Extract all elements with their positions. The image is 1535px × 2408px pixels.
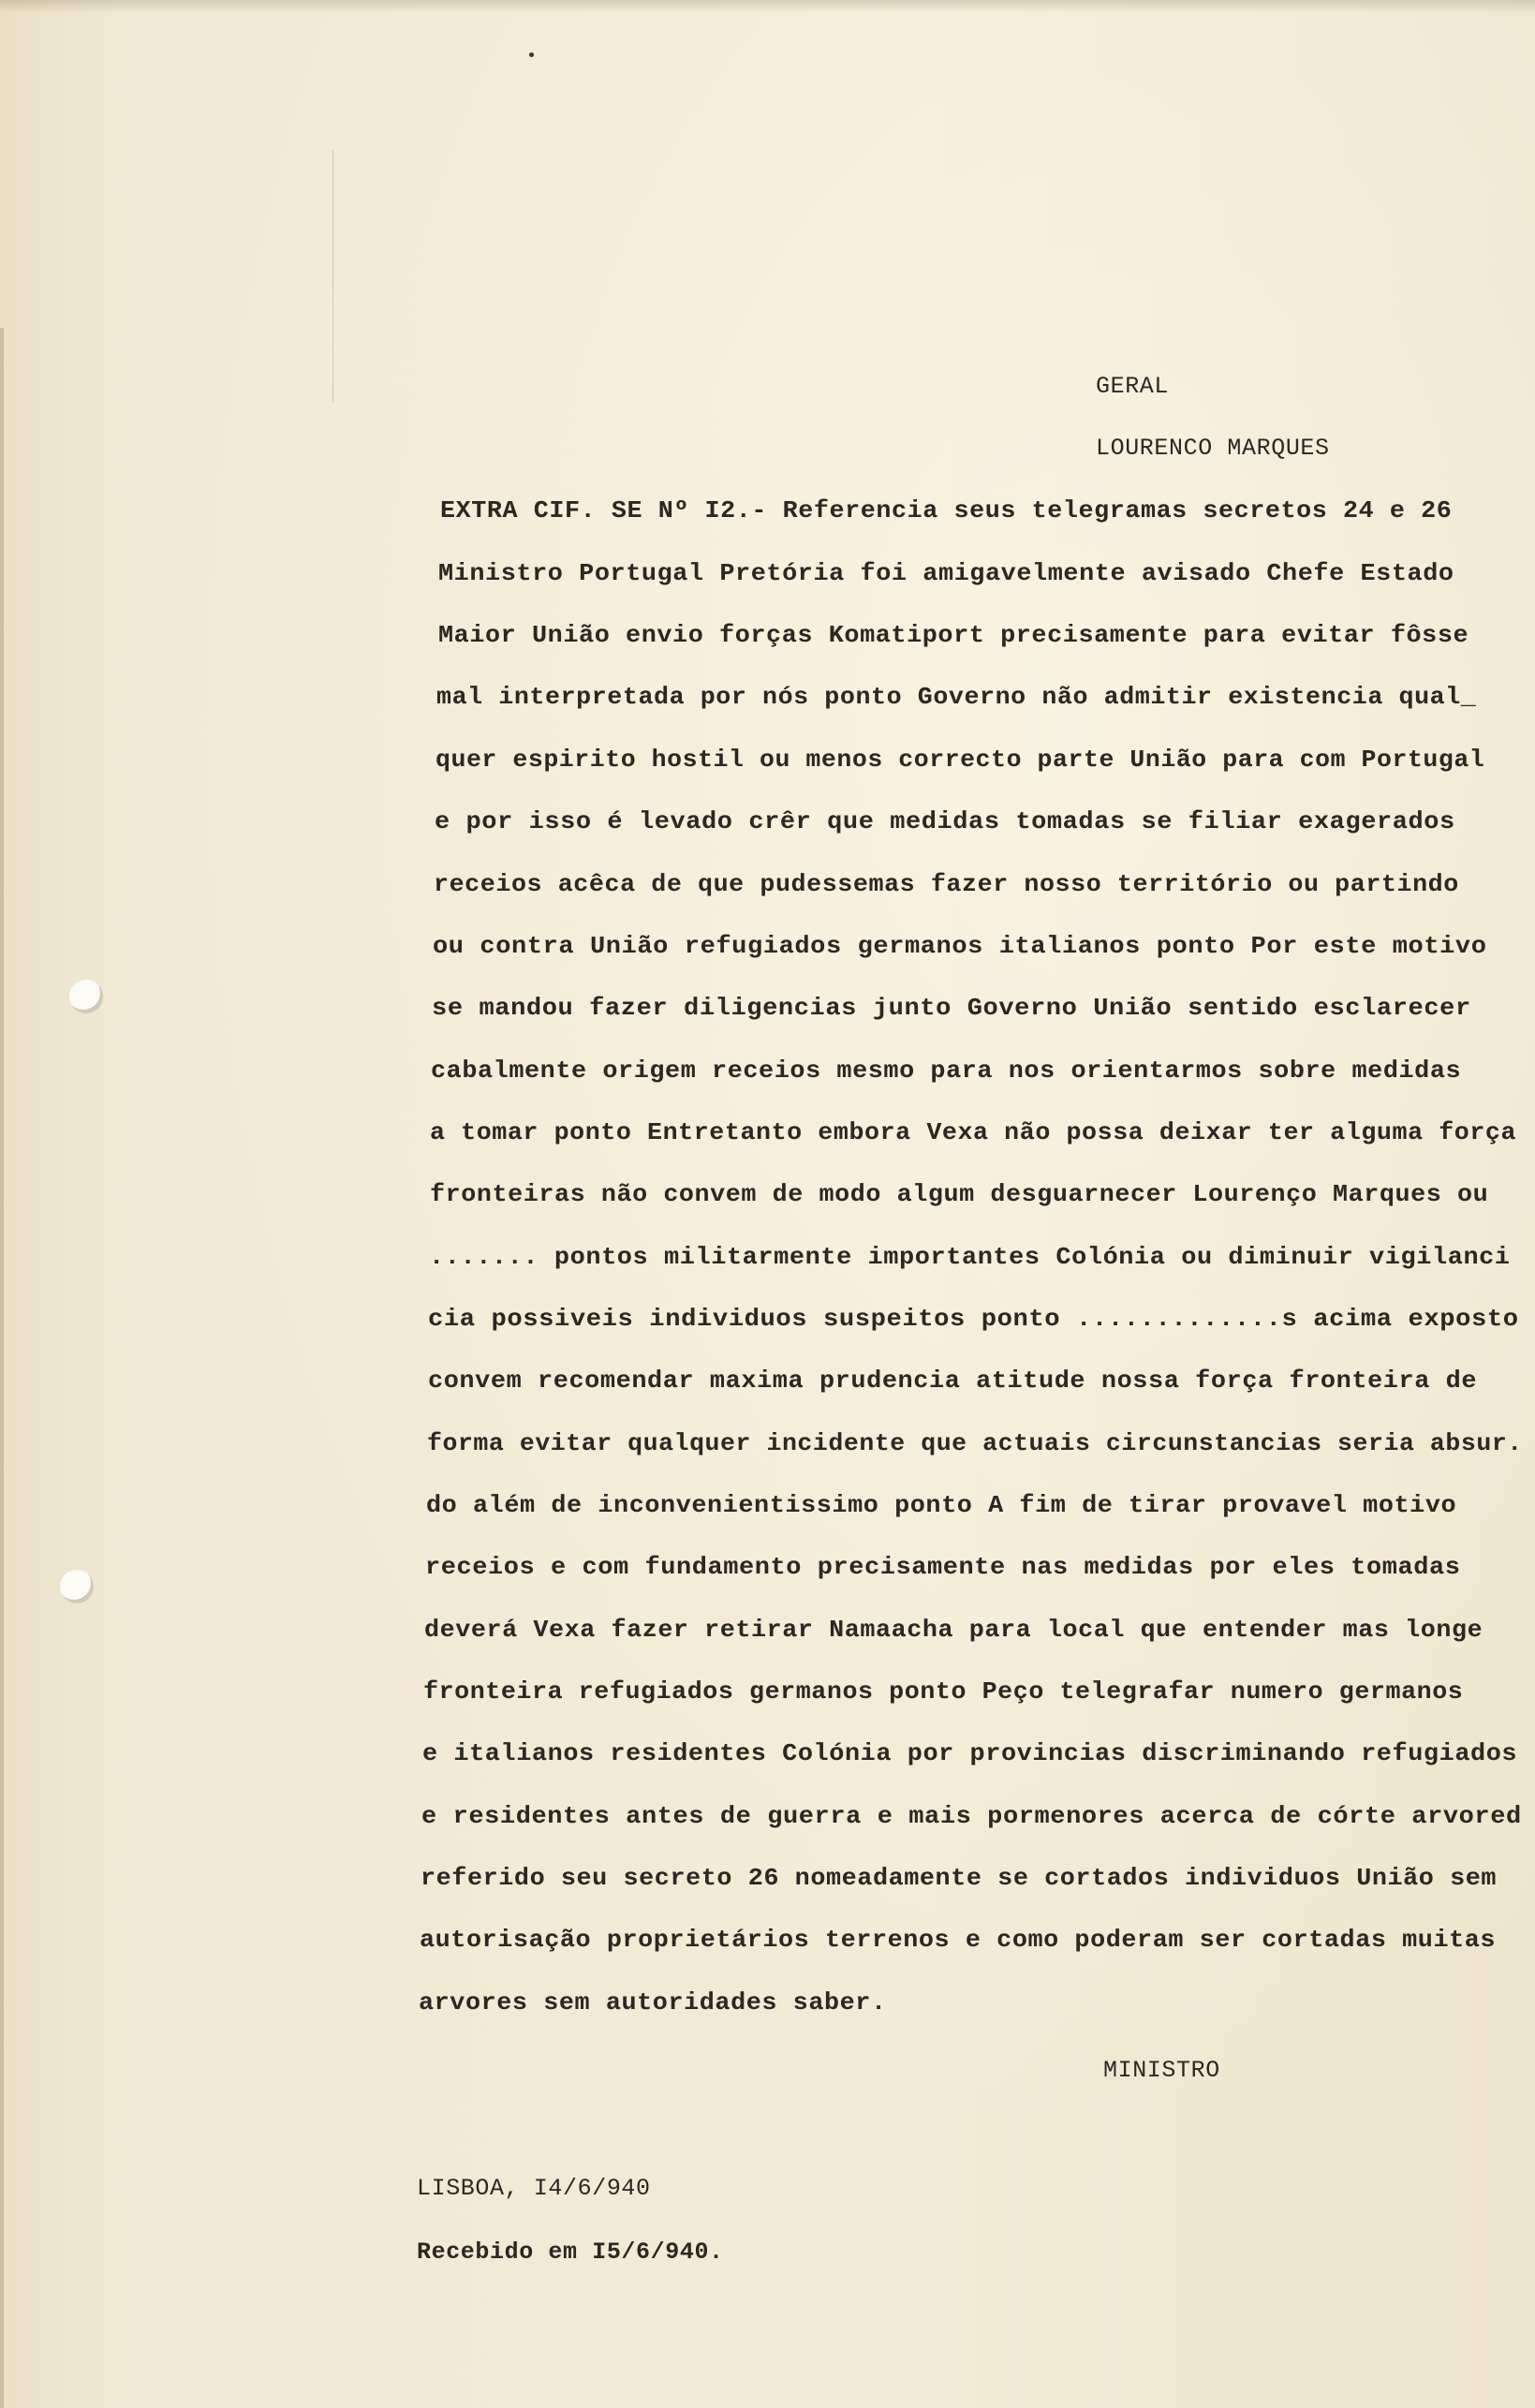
signature: MINISTRO bbox=[1103, 2057, 1220, 2084]
telegram-body-line: se mandou fazer diligencias junto Governo União sentido esclarecer bbox=[432, 994, 1471, 1022]
telegram-body-line: Maior União envio forças Komatiport precisamente para evitar fôsse bbox=[438, 621, 1469, 649]
telegram-body-line: e italianos residentes Colónia por provincias discriminando refugiados bbox=[422, 1739, 1518, 1767]
telegram-body-line: forma evitar qualquer incidente que actuais circunstancias seria absur. bbox=[427, 1429, 1523, 1457]
telegram-body-line: ou contra União refugiados germanos italianos ponto Por este motivo bbox=[433, 932, 1487, 960]
telegram-body-line: autorisação proprietários terrenos e como poderam ser cortadas muitas bbox=[420, 1926, 1497, 1954]
telegram-body-line: receios e com fundamento precisamente nas medidas por eles tomadas bbox=[425, 1553, 1461, 1581]
footer-received: Recebido em I5/6/940. bbox=[417, 2238, 724, 2266]
telegram-body-line: arvores sem autoridades saber. bbox=[419, 1988, 887, 2017]
header-category: GERAL bbox=[1096, 373, 1170, 400]
telegram-body-line: fronteiras não convem de modo algum desguarnecer Lourenço Marques ou bbox=[430, 1180, 1489, 1208]
telegram-body-line: e por isso é levado crêr que medidas tomadas se filiar exagerados bbox=[435, 807, 1455, 835]
telegram-body-line: quer espirito hostil ou menos correcto parte União para com Portugal bbox=[435, 746, 1485, 774]
telegram-body-line: mal interpretada por nós ponto Governo não admitir existencia qual_ bbox=[436, 683, 1477, 711]
telegram-body-line: fronteira refugiados germanos ponto Peço telegrafar numero germanos bbox=[423, 1677, 1464, 1706]
header-destination: LOURENCO MARQUES bbox=[1096, 435, 1330, 462]
telegram-reference-line: EXTRA CIF. SE Nº I2.- Referencia seus telegramas secretos 24 e 26 bbox=[440, 496, 1453, 524]
telegram-body-line: deverá Vexa fazer retirar Namaacha para local que entender mas longe bbox=[424, 1616, 1483, 1644]
telegram-body-line: Ministro Portugal Pretória foi amigavelmente avisado Chefe Estado bbox=[438, 559, 1454, 587]
telegram-body-line: do além de inconvenientissimo ponto A fim de tirar provavel motivo bbox=[426, 1491, 1457, 1519]
telegram-body-line: receios acêca de que pudessemas fazer nosso território ou partindo bbox=[434, 870, 1459, 898]
telegram-body-line: e residentes antes de guerra e mais pormenores acerca de córte arvored bbox=[421, 1802, 1522, 1830]
telegram-body-line: convem recomendar maxima prudencia atitude nossa força fronteira de bbox=[428, 1367, 1478, 1395]
telegram-body-line: cabalmente origem receios mesmo para nos orientarmos sobre medidas bbox=[431, 1056, 1462, 1085]
telegram-body-line: cia possiveis individuos suspeitos ponto .............s acima exposto bbox=[428, 1305, 1519, 1333]
telegram-body-line: ....... pontos militarmente importantes Colónia ou diminuir vigilanci bbox=[429, 1243, 1511, 1271]
telegram-body-line: a tomar ponto Entretanto embora Vexa não possa deixar ter alguma força bbox=[430, 1118, 1517, 1146]
footer-place-date: LISBOA, I4/6/940 bbox=[417, 2175, 651, 2202]
telegram-body-line: referido seu secreto 26 nomeadamente se cortados individuos União sem bbox=[421, 1864, 1498, 1892]
